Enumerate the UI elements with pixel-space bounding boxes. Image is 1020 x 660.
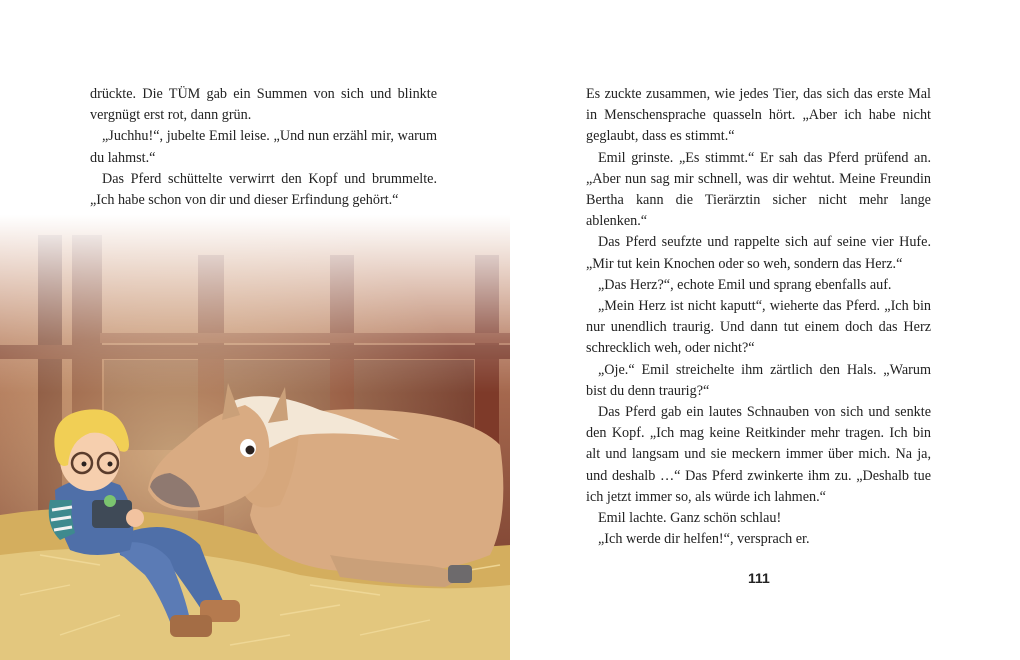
paragraph: „Mein Herz ist nicht kaputt“, wieherte das Pferd. „Ich bin nur unendlich traurig. Und dann tut einem doch das Herz schrecklich weh, oder nicht?“ <box>586 298 931 357</box>
left-page-text <box>90 84 437 211</box>
paragraph: Das Pferd gab ein lautes Schnauben von sich und senkte den Kopf. „Ich mag keine Reitkinder mehr tragen. Ich bin alt und langsam und sie meckern immer über mich. Na ja, und deshalb …“ Das Pferd zwinkerte ihm zu. „Deshalb tue ich jetzt immer so, als würde ich lahmen.“ <box>586 404 931 505</box>
paragraph: Das Pferd schüttelte verwirrt den Kopf und brummelte. „Ich habe schon von dir und dieser Erfindung gehört.“ <box>90 170 437 209</box>
paragraph: „Das Herz?“, echote Emil und sprang ebenfalls auf. <box>598 276 892 293</box>
paragraph: „Oje.“ Emil streichelte ihm zärtlich den Hals. „Warum bist du denn traurig?“ <box>586 361 931 399</box>
paragraph: Emil grinste. „Es stimmt.“ Er sah das Pferd prüfend an. „Aber nun sag mir schnell, was dir wehtut. Meine Freundin Bertha kann die Tierärztin sicher nicht mehr lange ablenken.“ <box>586 149 931 230</box>
right-page-text <box>586 84 931 550</box>
paragraph: „Juchhu!“, jubelte Emil leise. „Und nun erzähl mir, warum du lahmst.“ <box>90 128 437 166</box>
right-page <box>510 0 1020 660</box>
page-number: 111 <box>748 570 770 586</box>
paragraph: drückte. Die TÜM gab ein Summen von sich und blinkte vergnügt erst rot, dann grün. <box>90 86 437 124</box>
top-fade <box>0 215 510 660</box>
paragraph: Emil lachte. Ganz schön schlau! <box>598 510 782 527</box>
paragraph: „Ich werde dir helfen!“, versprach er. <box>598 531 810 548</box>
illustration-boy-and-horse <box>0 215 510 660</box>
paragraph: Es zuckte zusammen, wie jedes Tier, das sich das erste Mal in Menschensprache quasseln hört. „Aber ich habe nicht geglaubt, dass es stimmt.“ <box>586 86 931 145</box>
paragraph: Das Pferd seufzte und rappelte sich auf seine vier Hufe. „Mir tut kein Knochen oder so weh, sondern das Herz.“ <box>586 234 931 272</box>
